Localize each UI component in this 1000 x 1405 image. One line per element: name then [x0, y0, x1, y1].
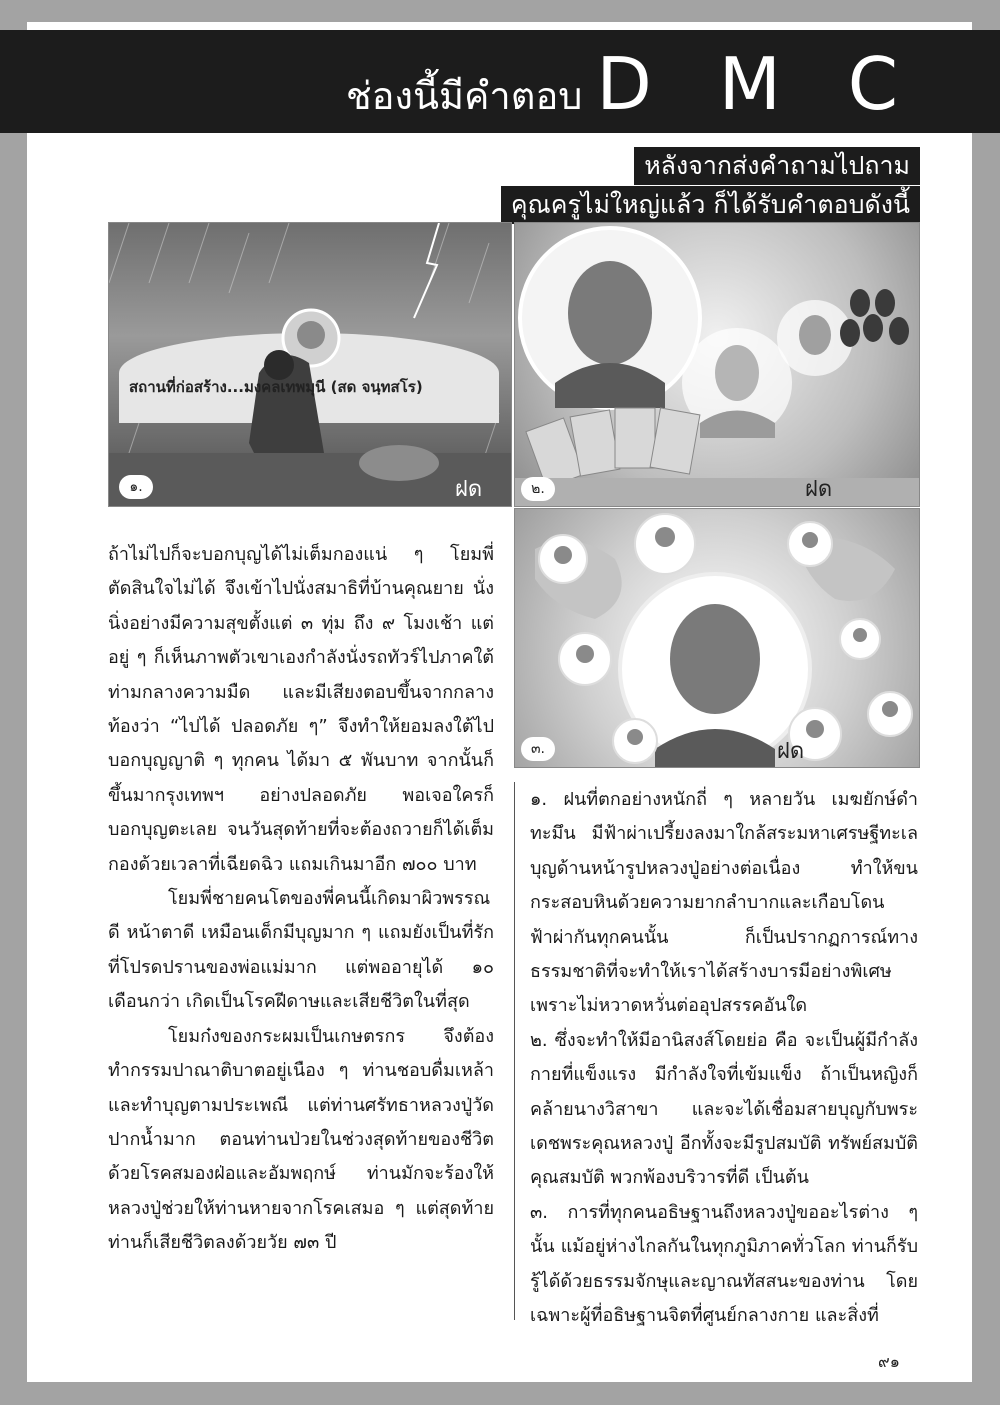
column-divider [514, 782, 515, 1320]
world-map-illustration [515, 509, 919, 767]
title-thai: ช่องนี้มีคำตอบ [345, 74, 583, 118]
numbered-paragraph: ๒. ซึ่งจะทำให้มีอานิสงส์โดยย่อ คือ จะเป็นผู้มีกำลังกายที่แข็งแรง มีกำลังใจที่เข้มแข็ง ถ้าเป็นหญิงก็คล้ายนางวิสาขา และจะได้เชื่อมสายบุญกับพระเดชพระคุณหลวงปู่ อีกทั้งจะมีรูปสมบัติ ทรัพย์สมบัติ คุณสมบัติ พวกพ้องบริวารที่ดี เป็นต้น [530, 1029, 918, 1189]
photo-2-monk-portrait [514, 222, 920, 507]
page-number: ๙๑ [878, 1352, 900, 1371]
title-brand: D M C [596, 42, 920, 126]
left-text-column [108, 538, 494, 1261]
subtitle-line-2: คุณครูไม่ใหญ่แล้ว ก็ได้รับคำตอบดังนี้ [501, 186, 920, 224]
monk-portrait-illustration [515, 223, 919, 506]
subtitle-line-1: หลังจากส่งคำถามไปถาม [634, 147, 920, 185]
paragraph: โยมก๋งของกระผมเป็นเกษตรกร จึงต้องทำกรรมปาณาติบาตอยู่เนือง ๆ ท่านชอบดื่มเหล้า และทำบุญตามประเพณี แต่ท่านศรัทธาหลวงปู่วัดปากน้ำมาก ตอนท่านป่วยในช่วงสุดท้ายของชีวิตด้วยโรคสมองฝ่อและอัมพฤกษ์ ท่านมักจะร้องให้หลวงปู่ช่วยให้ท่านหายจากโรคเสมอ ๆ แต่สุดท้ายท่านก็เสียชีวิตลงด้วยวัย ๗๓ ปี [108, 1025, 494, 1254]
numbered-paragraph: ๓. การที่ทุกคนอธิษฐานถึงหลวงปู่ขออะไรต่าง ๆ นั้น แม้อยู่ห่างไกลกันในทุกภูมิภาคทั่วโลก ท่านก็รับรู้ได้ด้วยธรรมจักษุและญาณทัสสนะของท่าน โดยเฉพาะผู้ที่อธิษฐานจิตที่ศูนย์กลางกาย และสิ่งที่ [530, 1201, 918, 1327]
rain-scene-illustration [109, 223, 511, 506]
photo-3-world-map [514, 508, 920, 768]
paragraph: ถ้าไม่ไปก็จะบอกบุญได้ไม่เต็มกองแน่ ๆ โยมพี่ตัดสินใจไม่ได้ จึงเข้าไปนั่งสมาธิที่บ้านคุณยาย นั่งนิ่งอย่างมีความสุขตั้งแต่ ๓ ทุ่ม ถึง ๙ โมงเช้า แต่อยู่ ๆ ก็เห็นภาพตัวเขาเองกำลังนั่งรถทัวร์ไปภาคใต้ท่ามกลางความมืด และมีเสียงตอบขึ้นจากกลางท้องว่า “ไปได้ ปลอดภัย ๆ” จึงทำให้ยอมลงใต้ไปบอกบุญญาติ ๆ ทุกคน ได้มา ๕ พันบาท จากนั้นก็ขึ้นมากรุงเทพฯ อย่างปลอดภัย พอเจอใครก็บอกบุญตะเลย จนวันสุดท้ายที่จะต้องถวายก็ได้เต็มกองด้วยเวลาที่เฉียดฉิว แถมเกินมาอีก ๗๐๐ บาท [108, 544, 494, 875]
photo-1-rain-site [108, 222, 512, 507]
paragraph: โยมพี่ชายคนโตของพี่คนนี้เกิดมาผิวพรรณดี หน้าตาดี เหมือนเด็กมีบุญมาก ๆ แถมยังเป็นที่รักที่โปรดปรานของพ่อแม่มาก แต่พออายุได้ ๑๐ เดือนกว่า เกิดเป็นโรคฝีดาษและเสียชีวิตในที่สุด [108, 888, 494, 1013]
page-title [346, 42, 920, 126]
photo-3-number: ๓. [521, 737, 555, 761]
photo-1-signature: ฝด [455, 477, 483, 502]
photo-1-number: ๑. [119, 475, 153, 499]
photo-2-signature: ฝด [805, 477, 833, 502]
right-text-column [530, 783, 918, 1334]
numbered-paragraph: ๑. ฝนที่ตกอย่างหนักถี่ ๆ หลายวัน เมฆยักษ์ดำทะมึน มีฟ้าผ่าเปรี้ยงลงมาใกล้สระมหาเศรษฐีทะเลบุญด้านหน้ารูปหลวงปู่อย่างต่อเนื่อง ทำให้ขนกระสอบหินด้วยความยากลำบากและเกือบโดนฟ้าผ่ากันทุกคนนั้น ก็เป็นปรากฏการณ์ทางธรรมชาติที่จะทำให้เราได้สร้างบารมีอย่างพิเศษ เพราะไม่หวาดหวั่นต่ออุปสรรคอันใด [530, 789, 918, 1017]
photo-2-number: ๒. [521, 477, 555, 501]
photo-1-caption: สถานที่ก่อสร้าง...มงคลเทพมุนี (สด จนฺทสโร) [129, 378, 423, 396]
photo-3-signature: ฝด [777, 739, 805, 764]
